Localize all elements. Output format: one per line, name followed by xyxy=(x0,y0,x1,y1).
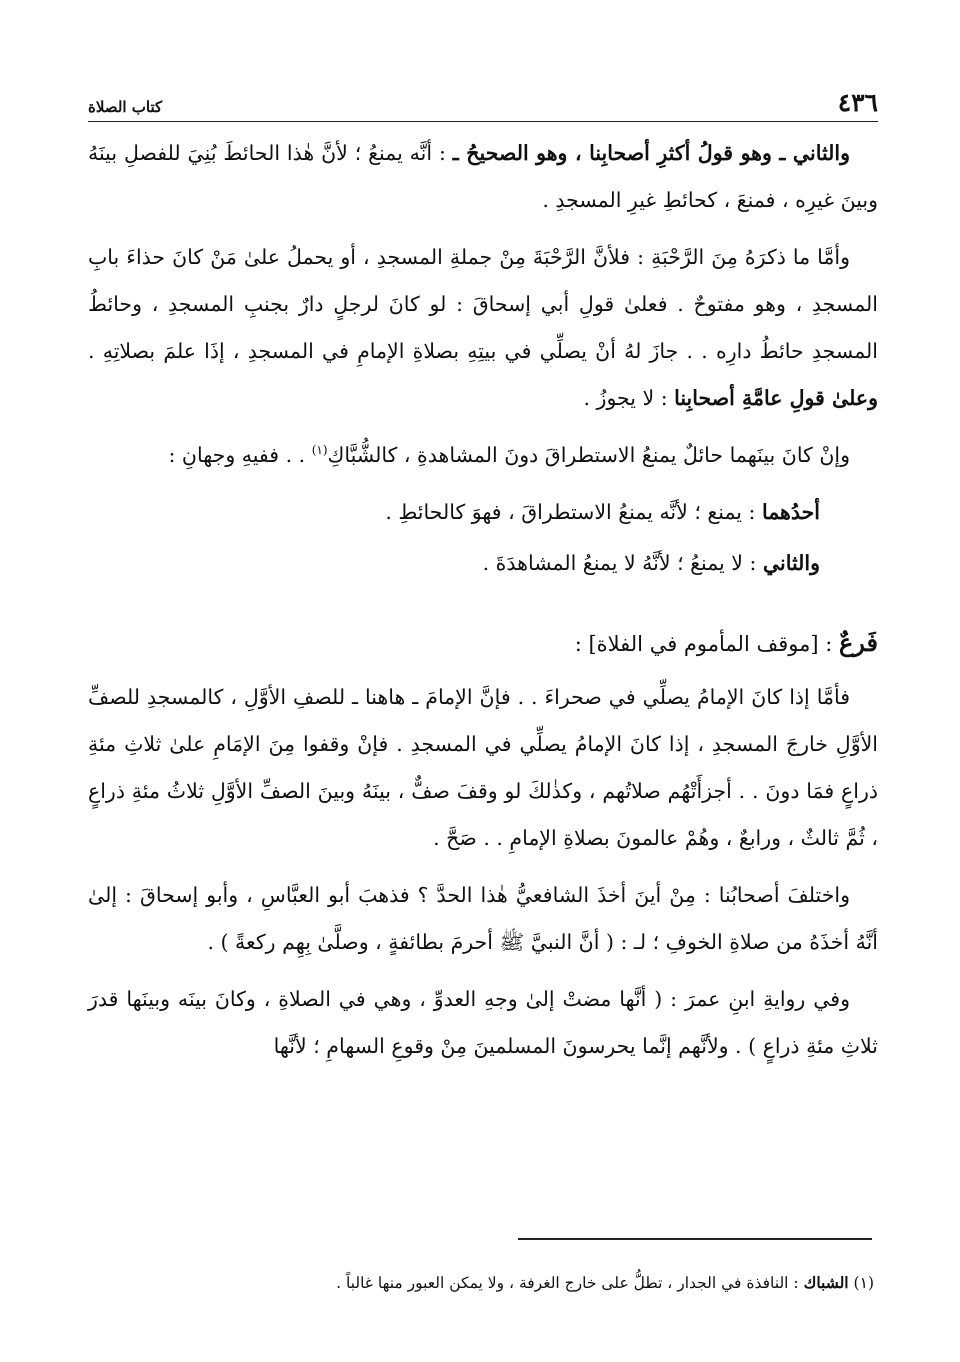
paragraph-5: واختلفَ أصحابُنا : مِنْ أينَ أخذَ الشافعيُّ هٰذا الحدَّ ؟ فذهبَ أبو العبَّاسِ ، وأبو إسحاقَ : إلىٰ أنَّهُ أخذَهُ من صلاةِ الخوفِ ؛ لـ : ( أنَّ النبيَّ ﷺ أحرمَ بطائفةٍ ، وصلَّىٰ بِهِم ركعةً ) . xyxy=(88,883,878,954)
paragraph-3-text-1: وإنْ كانَ بينَهما حائلٌ يمنعُ الاستطراقَ دونَ المشاهدةِ ، كالشُّبَّاكِ xyxy=(327,443,850,467)
paragraph-2 xyxy=(88,234,878,422)
page-body xyxy=(88,130,878,1070)
section-heading-word: فَرعٌ xyxy=(838,628,878,657)
paragraph-2-bold: وعلىٰ قولِ عامَّةِ أصحابِنا xyxy=(674,386,878,410)
paragraph-1 xyxy=(88,130,878,224)
paragraph-2-text-1: وأمَّا ما ذكرَهُ مِنَ الرَّحْبَةِ : فلأنَّ الرَّحْبَةَ مِنْ جملةِ المسجدِ ، أو يحملُ علىٰ مَنْ كانَ حذاءَ بابِ المسجدِ ، وهو مفتوحٌ . فعلىٰ قولِ أبي إسحاقَ : لو كانَ لرجلٍ دارٌ بجنبِ المسجدِ ، وحائطُ المسجدِ حائطُ دارِه . . جازَ لهُ أنْ يصلِّي في بيتِهِ بصلاةِ الإمامِ في المسجدِ ، إذَا علمَ بصلاتِهِ . xyxy=(88,245,878,363)
option-first-text: : يمنع ؛ لأنَّه يمنعُ الاستطراقَ ، فهوَ كالحائطِ . xyxy=(385,500,762,524)
footnote-reference[interactable]: (١) xyxy=(311,443,328,458)
paragraph-1-lead: والثاني ـ وهو قولُ أكثرِ أصحابِنا ، وهو الصحيحُ ـ xyxy=(452,141,850,165)
footnote-text: : النافذة في الجدار ، تطلُّ على خارج الغرفة ، ولا يمكن العبور منها غالباً . xyxy=(336,1274,804,1292)
option-second-label: والثاني xyxy=(762,551,820,575)
section-heading-title: : [موقف المأموم في الفلاة] : xyxy=(574,632,839,656)
running-title: كتاب الصلاة xyxy=(88,98,163,116)
option-second-text: : لا يمنعُ ؛ لأنَّهُ لا يمنعُ المشاهدَةَ . xyxy=(482,551,763,575)
page-number: ٤٣٦ xyxy=(837,88,878,117)
footnote xyxy=(150,1270,874,1296)
paragraph-6: وفي روايةِ ابنِ عمرَ : ( أنَّها مضتْ إلىٰ وجهِ العدوِّ ، وهي في الصلاةِ ، وكانَ بينَه وبينَها قدرَ ثلاثِ مئةِ ذراعٍ ) . ولأنَّهم إنَّما يحرسونَ المسلمينَ مِنْ وقوعِ السهامِ ؛ لأنَّها xyxy=(88,987,878,1058)
paragraph-3-text-2: . . ففيهِ وجهانِ : xyxy=(168,443,312,467)
paragraph-3 xyxy=(88,432,878,479)
option-first-label: أحدُهما xyxy=(761,500,820,524)
footnote-term: الشباك xyxy=(803,1273,849,1292)
section-heading xyxy=(88,619,878,668)
footnote-divider xyxy=(518,1238,872,1240)
book-page xyxy=(88,82,878,1080)
option-first xyxy=(88,489,878,536)
paragraph-1-text: : أنَّه يمنعُ ؛ لأنَّ هٰذا الحائطَ بُنِيَ للفصلِ بينَهُ وبينَ غيرِه ، فمنعَ ، كحائطِ غيرِ المسجدِ . xyxy=(88,141,878,212)
option-second xyxy=(88,540,878,587)
page-header xyxy=(88,82,878,122)
footnote-number: (١) xyxy=(853,1274,874,1292)
paragraph-4: فأمَّا إذا كانَ الإمامُ يصلِّي في صحراءَ . . فإنَّ الإمامَ ـ هاهنا ـ للصفِ الأوَّلِ ، كالمسجدِ للصفِّ الأوَّلِ خارجَ المسجدِ ، إذا كانَ الإمامُ يصلِّي في المسجدِ . فإنْ وقفوا مِنَ الإمَامِ علىٰ ثلاثِ مئةِ ذراعٍ فمَا دونَ . . أجزأَتْهُم صلاتُهم ، وكذٰلكَ لو وقفَ صفٌّ ، بينَهُ وبينَ الصفِّ الأوَّلِ ثلاثُ مئةِ ذراعٍ ، ثُمَّ ثالثٌ ، ورابعٌ ، وهُمْ عالمونَ بصلاةِ الإمامِ . . صَحَّ . xyxy=(88,685,878,850)
paragraph-2-text-2: : لا يجوزُ . xyxy=(583,386,675,410)
